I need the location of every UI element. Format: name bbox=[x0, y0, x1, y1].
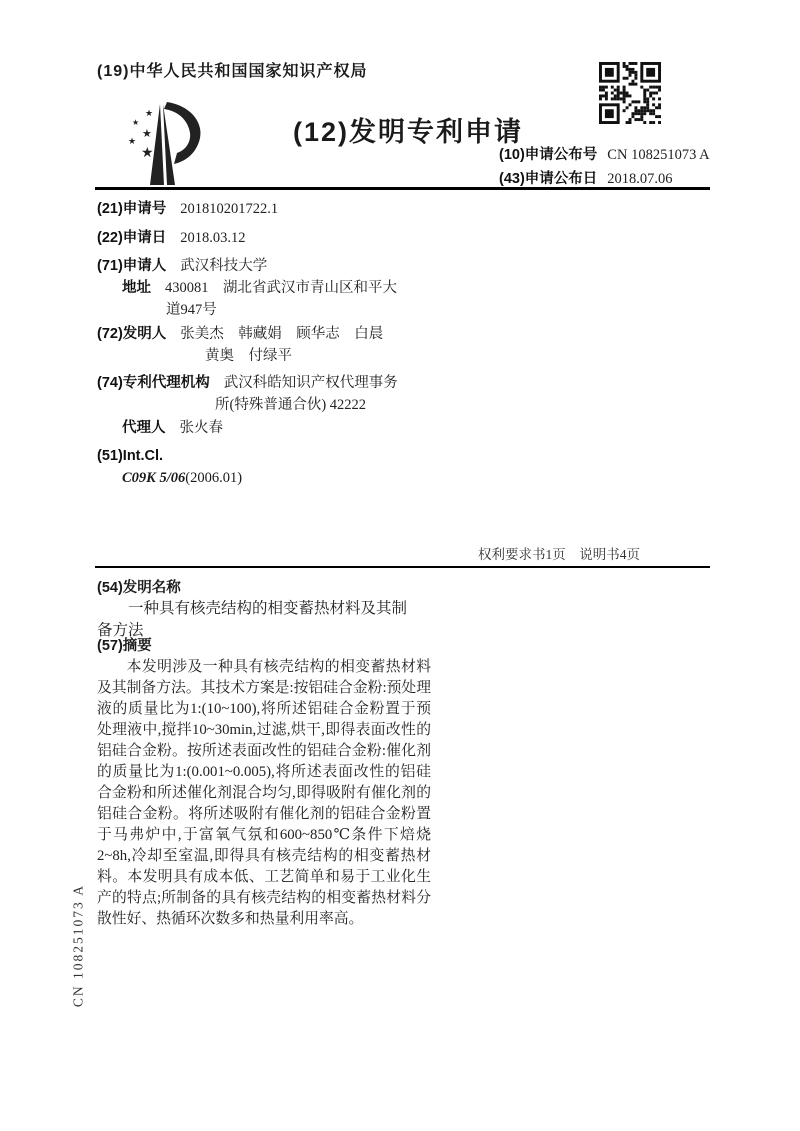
address-line-2: 道947号 bbox=[166, 302, 217, 318]
side-publication-code: CN 108251073 A bbox=[70, 883, 86, 1008]
address-label: 地址 bbox=[122, 280, 151, 296]
inventors-line-1: 张美杰 韩藏娟 顾华志 白晨 bbox=[180, 326, 384, 342]
qr-code bbox=[599, 62, 661, 124]
abstract-text: 本发明涉及一种具有核壳结构的相变蓄热材料及其制备方法。其技术方案是:按铝硅合金粉:预处理液的质量比为1:(10~100),将所述铝硅合金粉置于预处理液中,搅拌10~30min,过滤,烘干,即得表面改性的铝硅合金粉。按所述表面改性的铝硅合金粉:催化剂的质量比为1:(0.001~0.005),将所述表面改性的铝硅合金粉和所述催化剂混合均匀,即得吸附有催化剂的铝硅合金粉。将所述吸附有催化剂的铝硅合金粉置于马弗炉中,于富氧气氛和600~850℃条件下焙烧2~8h,冷却至室温,即得具有核壳结构的相变蓄热材料。本发明具有成本低、工艺简单和易于工业化生产的特点;所制备的具有核壳结构的相变蓄热材料分散性好、热循环次数多和热量利用率高。 bbox=[97, 659, 431, 927]
application-date-value: 2018.03.12 bbox=[180, 230, 246, 246]
star-icon: ★ bbox=[145, 109, 154, 119]
star-icon: ★ bbox=[132, 118, 140, 127]
publication-number-row bbox=[499, 146, 710, 164]
publication-date-row bbox=[499, 170, 673, 188]
int-cl-row bbox=[97, 447, 163, 465]
application-date-label: (22)申请日 bbox=[97, 230, 167, 246]
inventors-row bbox=[97, 325, 383, 343]
star-icon: ★ bbox=[141, 145, 154, 161]
agency-row-continued bbox=[215, 396, 366, 414]
inventors-line-2: 黄奥 付绿平 bbox=[205, 348, 292, 364]
invention-title-label: (54)发明名称 bbox=[97, 580, 181, 596]
inventors-row-continued bbox=[205, 347, 292, 365]
applicant-label: (71)申请人 bbox=[97, 258, 167, 274]
publication-date-label: (43)申请公布日 bbox=[499, 171, 598, 187]
abstract-label: (57)摘要 bbox=[97, 638, 152, 654]
publication-date-value: 2018.07.06 bbox=[607, 171, 673, 187]
agent-label: 代理人 bbox=[122, 420, 166, 436]
header-divider bbox=[95, 187, 710, 190]
agency-line-1: 武汉科皓知识产权代理事务 bbox=[223, 375, 398, 391]
document-type-title: (12)发明专利申请 bbox=[293, 117, 524, 147]
application-number-label: (21)申请号 bbox=[97, 201, 167, 217]
applicant-value: 武汉科技大学 bbox=[180, 258, 268, 274]
patent-office-title: (19)中华人民共和国国家知识产权局 bbox=[97, 63, 368, 80]
star-icon: ★ bbox=[128, 137, 137, 147]
agency-label: (74)专利代理机构 bbox=[97, 375, 210, 391]
agency-line-2: 所(特殊普通合伙) 42222 bbox=[215, 397, 367, 413]
int-cl-label: (51)Int.Cl. bbox=[97, 448, 164, 464]
agency-row bbox=[97, 374, 398, 392]
publication-number-value: CN 108251073 A bbox=[607, 147, 710, 163]
cnipa-logo bbox=[117, 100, 217, 188]
application-date-row bbox=[97, 229, 246, 247]
address-line-1: 430081 湖北省武汉市青山区和平大 bbox=[165, 280, 397, 296]
section-divider bbox=[95, 566, 710, 568]
agent-row bbox=[122, 419, 223, 437]
agent-value: 张火春 bbox=[179, 420, 223, 436]
applicant-row bbox=[97, 257, 267, 275]
int-cl-code: C09K 5/06 bbox=[122, 470, 186, 486]
address-row bbox=[122, 279, 397, 297]
application-number-row bbox=[97, 200, 278, 218]
int-cl-value-row bbox=[122, 469, 242, 487]
invention-title: 一种具有核壳结构的相变蓄热材料及其制备方法 bbox=[97, 600, 408, 639]
address-row-continued bbox=[166, 301, 217, 319]
pages-note: 权利要求书1页 说明书4页 bbox=[478, 547, 640, 562]
publication-number-label: (10)申请公布号 bbox=[499, 147, 598, 163]
inventors-label: (72)发明人 bbox=[97, 326, 167, 342]
application-number-value: 201810201722.1 bbox=[180, 201, 279, 217]
int-cl-version: (2006.01) bbox=[185, 470, 243, 486]
star-icon: ★ bbox=[142, 127, 152, 140]
